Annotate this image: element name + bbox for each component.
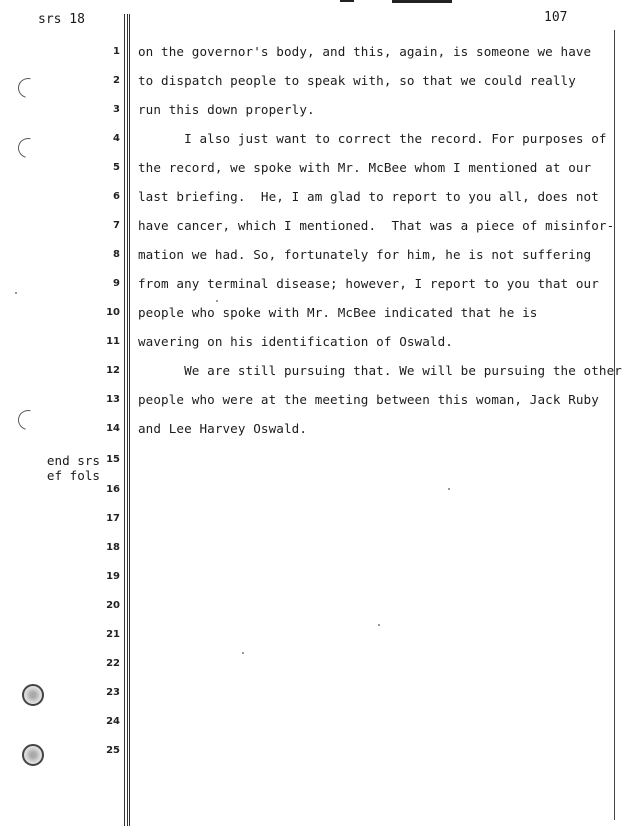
transcript-line: We are still pursuing that. We will be pursuing the other bbox=[138, 363, 622, 378]
line-number: 18 bbox=[106, 542, 120, 553]
line-number: 11 bbox=[106, 336, 120, 347]
line-number: 2 bbox=[113, 75, 120, 86]
top-smudge-right bbox=[392, 0, 452, 3]
top-smudge-left bbox=[340, 0, 354, 2]
line-number: 14 bbox=[106, 423, 120, 434]
margin-rule-outer bbox=[124, 14, 125, 826]
transcript-line: to dispatch people to speak with, so that we could really bbox=[138, 73, 576, 88]
line-number: 16 bbox=[106, 484, 120, 495]
speck bbox=[378, 624, 380, 626]
speck bbox=[242, 652, 244, 654]
line-number: 8 bbox=[113, 249, 120, 260]
speck bbox=[15, 292, 17, 294]
line-number: 15 bbox=[106, 454, 120, 465]
transcript-line: the record, we spoke with Mr. McBee whom I mentioned at our bbox=[138, 160, 592, 175]
speck bbox=[448, 488, 450, 490]
line-number: 23 bbox=[106, 687, 120, 698]
right-margin-rule bbox=[614, 30, 615, 820]
line-number: 6 bbox=[113, 191, 120, 202]
transcript-line: last briefing. He, I am glad to report to you all, does not bbox=[138, 189, 599, 204]
line-number: 12 bbox=[106, 365, 120, 376]
line-number: 13 bbox=[106, 394, 120, 405]
transcript-line: I also just want to correct the record. For purposes of bbox=[138, 131, 607, 146]
line-number: 19 bbox=[106, 571, 120, 582]
transcript-line: on the governor's body, and this, again, is someone we have bbox=[138, 44, 592, 59]
margin-note-line: end srs bbox=[46, 453, 100, 468]
margin-rule-inner-1 bbox=[127, 14, 128, 826]
line-number: 21 bbox=[106, 629, 120, 640]
reporter-id: srs 18 bbox=[38, 12, 85, 27]
line-number: 3 bbox=[113, 104, 120, 115]
margin-note-line: ef fols bbox=[46, 468, 100, 483]
speck bbox=[216, 300, 218, 302]
transcript-line: wavering on his identification of Oswald. bbox=[138, 334, 453, 349]
line-number: 17 bbox=[106, 513, 120, 524]
transcript-line: mation we had. So, fortunately for him, he is not suffering bbox=[138, 247, 592, 262]
page-number: 107 bbox=[544, 10, 568, 25]
transcript-line: have cancer, which I mentioned. That was a piece of misinfor- bbox=[138, 218, 615, 233]
line-number: 7 bbox=[113, 220, 120, 231]
line-number: 1 bbox=[113, 46, 120, 57]
line-number: 22 bbox=[106, 658, 120, 669]
line-number: 10 bbox=[106, 307, 120, 318]
line-number: 24 bbox=[106, 716, 120, 727]
transcript-line: people who spoke with Mr. McBee indicated that he is bbox=[138, 305, 538, 320]
transcript-line: run this down properly. bbox=[138, 102, 315, 117]
margin-note bbox=[22, 453, 100, 483]
transcript-line: people who were at the meeting between this woman, Jack Ruby bbox=[138, 392, 599, 407]
line-number: 9 bbox=[113, 278, 120, 289]
line-number: 25 bbox=[106, 745, 120, 756]
line-number: 4 bbox=[113, 133, 120, 144]
margin-rule-inner-2 bbox=[129, 14, 130, 826]
line-number: 20 bbox=[106, 600, 120, 611]
transcript-line: from any terminal disease; however, I report to you that our bbox=[138, 276, 599, 291]
transcript-line: and Lee Harvey Oswald. bbox=[138, 421, 308, 436]
line-number: 5 bbox=[113, 162, 120, 173]
